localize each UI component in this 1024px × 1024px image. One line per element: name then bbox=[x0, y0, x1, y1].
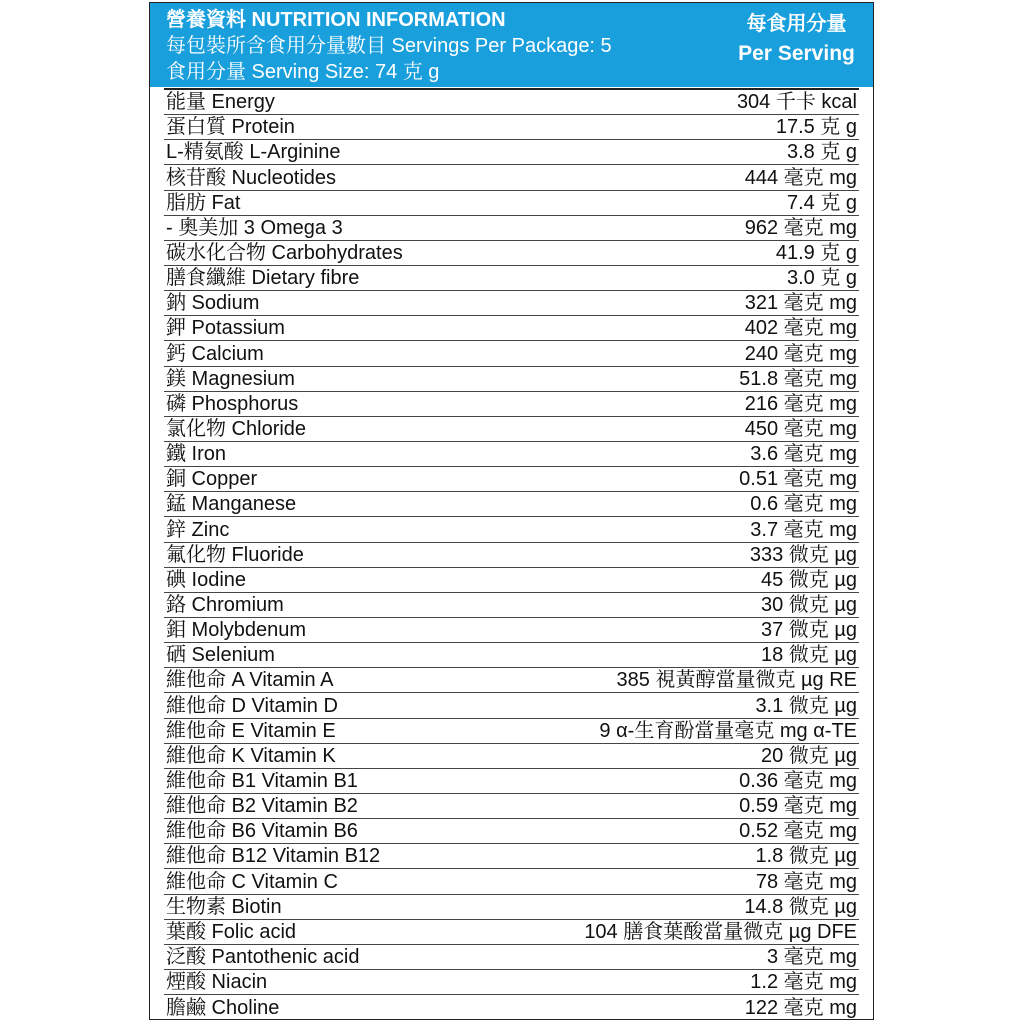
nutrient-name: 錳 Manganese bbox=[166, 493, 297, 516]
table-row bbox=[164, 191, 859, 216]
table-row bbox=[164, 895, 859, 920]
table-row bbox=[164, 844, 859, 869]
table-row bbox=[164, 970, 859, 995]
table-row bbox=[164, 769, 859, 794]
nutrient-name: 鋅 Zinc bbox=[166, 518, 230, 541]
table-row bbox=[164, 467, 859, 492]
nutrient-amount: 402 毫克 mg bbox=[744, 317, 857, 340]
nutrition-label bbox=[149, 2, 874, 1020]
nutrient-amount: 3.6 毫克 mg bbox=[750, 443, 857, 466]
nutrient-name: 碘 Iodine bbox=[166, 568, 247, 591]
nutrient-name: 維他命 B1 Vitamin B1 bbox=[166, 769, 358, 792]
nutrient-name: 維他命 K Vitamin K bbox=[166, 744, 336, 767]
nutrient-name: 維他命 B12 Vitamin B12 bbox=[166, 845, 381, 868]
nutrient-amount: 9 α-生育酚當量毫克 mg α-TE bbox=[599, 719, 857, 742]
nutrient-amount: 333 微克 µg bbox=[749, 543, 857, 566]
nutrient-name: 維他命 E Vitamin E bbox=[166, 719, 336, 742]
serving-size: 食用分量 Serving Size: 74 克 g bbox=[166, 61, 440, 83]
table-row bbox=[164, 316, 859, 341]
per-serving-column-header bbox=[720, 3, 873, 87]
nutrient-name: 硒 Selenium bbox=[166, 644, 275, 667]
nutrient-amount: 45 微克 µg bbox=[760, 568, 857, 591]
table-row bbox=[164, 693, 859, 718]
nutrient-amount: 0.36 毫克 mg bbox=[739, 769, 857, 792]
nutrient-amount: 17.5 克 g bbox=[775, 116, 857, 139]
nutrient-amount: 7.4 克 g bbox=[786, 191, 857, 214]
table-row bbox=[164, 392, 859, 417]
nutrient-name: 碳水化合物 Carbohydrates bbox=[166, 241, 403, 264]
nutrient-name: 維他命 C Vitamin C bbox=[166, 870, 338, 893]
nutrient-amount: 0.6 毫克 mg bbox=[750, 493, 857, 516]
table-row bbox=[164, 995, 859, 1020]
table-row bbox=[164, 165, 859, 190]
nutrient-amount: 30 微克 µg bbox=[760, 593, 857, 616]
table-row bbox=[164, 216, 859, 241]
nutrient-name: L-精氨酸 L-Arginine bbox=[166, 141, 341, 164]
table-row bbox=[164, 643, 859, 668]
nutrient-amount: 104 膳食葉酸當量微克 µg DFE bbox=[584, 920, 857, 943]
nutrient-amount: 14.8 微克 µg bbox=[744, 895, 857, 918]
nutrient-name: 維他命 D Vitamin D bbox=[166, 694, 338, 717]
table-row bbox=[164, 341, 859, 366]
nutrient-amount: 3.1 微克 µg bbox=[755, 694, 857, 717]
nutrient-amount: 78 毫克 mg bbox=[755, 870, 857, 893]
nutrient-name: 維他命 A Vitamin A bbox=[166, 669, 334, 692]
nutrient-name: 核苷酸 Nucleotides bbox=[166, 166, 337, 189]
nutrient-amount: 3 毫克 mg bbox=[766, 945, 857, 968]
nutrient-amount: 304 千卡 kcal bbox=[736, 91, 857, 114]
table-row bbox=[164, 492, 859, 517]
nutrient-amount: 3.0 克 g bbox=[786, 267, 857, 290]
nutrient-amount: 3.7 毫克 mg bbox=[750, 518, 857, 541]
nutrient-name: 膽鹼 Choline bbox=[166, 997, 280, 1020]
table-row bbox=[164, 794, 859, 819]
nutrient-name: 蛋白質 Protein bbox=[166, 116, 295, 139]
nutrient-name: 膳食纖維 Dietary fibre bbox=[166, 267, 360, 290]
nutrient-amount: 41.9 克 g bbox=[775, 241, 857, 264]
nutrient-amount: 37 微克 µg bbox=[760, 619, 857, 642]
nutrient-amount: 321 毫克 mg bbox=[744, 292, 857, 315]
table-row bbox=[164, 90, 859, 115]
nutrient-amount: 450 毫克 mg bbox=[744, 417, 857, 440]
nutrient-name: 煙酸 Niacin bbox=[166, 971, 268, 994]
nutrient-name: 鉬 Molybdenum bbox=[166, 619, 307, 642]
nutrient-amount: 444 毫克 mg bbox=[744, 166, 857, 189]
nutrient-name: 生物素 Biotin bbox=[166, 895, 282, 918]
table-row bbox=[164, 241, 859, 266]
servings-per-package: 每包裝所含食用分量數目 Servings Per Package: 5 bbox=[166, 35, 612, 57]
nutrient-amount: 240 毫克 mg bbox=[744, 342, 857, 365]
table-row bbox=[164, 945, 859, 970]
nutrient-amount: 216 毫克 mg bbox=[744, 392, 857, 415]
nutrient-name: 鉀 Potassium bbox=[166, 317, 285, 340]
nutrient-amount: 0.51 毫克 mg bbox=[739, 468, 857, 491]
nutrient-name: 鐵 Iron bbox=[166, 443, 227, 466]
table-row bbox=[164, 115, 859, 140]
table-row bbox=[164, 140, 859, 165]
nutrient-amount: 962 毫克 mg bbox=[744, 216, 857, 239]
nutrient-amount: 1.2 毫克 mg bbox=[750, 971, 857, 994]
nutrient-amount: 1.8 微克 µg bbox=[755, 845, 857, 868]
nutrient-name: 鈉 Sodium bbox=[166, 292, 260, 315]
table-row bbox=[164, 266, 859, 291]
nutrient-name: 氟化物 Fluoride bbox=[166, 543, 304, 566]
nutrient-amount: 122 毫克 mg bbox=[744, 997, 857, 1020]
table-row bbox=[164, 367, 859, 392]
nutrient-name: 能量 Energy bbox=[166, 91, 275, 114]
table-row bbox=[164, 568, 859, 593]
nutrient-amount: 20 微克 µg bbox=[760, 744, 857, 767]
nutrient-name: 維他命 B2 Vitamin B2 bbox=[166, 795, 358, 818]
nutrient-name: 鉻 Chromium bbox=[166, 593, 284, 616]
table-row bbox=[164, 618, 859, 643]
table-row bbox=[164, 417, 859, 442]
nutrient-amount: 385 視黃醇當量微克 µg RE bbox=[616, 669, 857, 692]
nutrient-name: 鈣 Calcium bbox=[166, 342, 264, 365]
table-row bbox=[164, 920, 859, 945]
header-info-block bbox=[150, 3, 720, 87]
per-serving-zh: 每食用分量 bbox=[746, 13, 847, 35]
nutrient-name: 氯化物 Chloride bbox=[166, 417, 307, 440]
table-row bbox=[164, 442, 859, 467]
nutrient-name: 脂肪 Fat bbox=[166, 191, 241, 214]
nutrient-name: - 奧美加 3 Omega 3 bbox=[166, 216, 343, 239]
nutrient-name: 泛酸 Pantothenic acid bbox=[166, 945, 360, 968]
table-row bbox=[164, 517, 859, 542]
nutrition-header bbox=[150, 3, 873, 87]
table-row bbox=[164, 719, 859, 744]
table-row bbox=[164, 869, 859, 894]
table-row bbox=[164, 543, 859, 568]
nutrient-amount: 0.59 毫克 mg bbox=[739, 795, 857, 818]
nutrient-table bbox=[164, 88, 859, 1019]
nutrient-amount: 18 微克 µg bbox=[760, 644, 857, 667]
nutrient-name: 葉酸 Folic acid bbox=[166, 920, 297, 943]
nutrient-amount: 0.52 毫克 mg bbox=[739, 820, 857, 843]
nutrient-name: 銅 Copper bbox=[166, 468, 258, 491]
nutrient-amount: 3.8 克 g bbox=[786, 141, 857, 164]
nutrient-amount: 51.8 毫克 mg bbox=[739, 367, 857, 390]
label-title: 營養資料 NUTRITION INFORMATION bbox=[166, 9, 506, 31]
nutrient-name: 鎂 Magnesium bbox=[166, 367, 295, 390]
table-row bbox=[164, 668, 859, 693]
nutrient-name: 磷 Phosphorus bbox=[166, 392, 299, 415]
nutrient-name: 維他命 B6 Vitamin B6 bbox=[166, 820, 358, 843]
table-row bbox=[164, 593, 859, 618]
table-row bbox=[164, 744, 859, 769]
table-row bbox=[164, 819, 859, 844]
table-row bbox=[164, 291, 859, 316]
per-serving-en: Per Serving bbox=[738, 42, 855, 65]
